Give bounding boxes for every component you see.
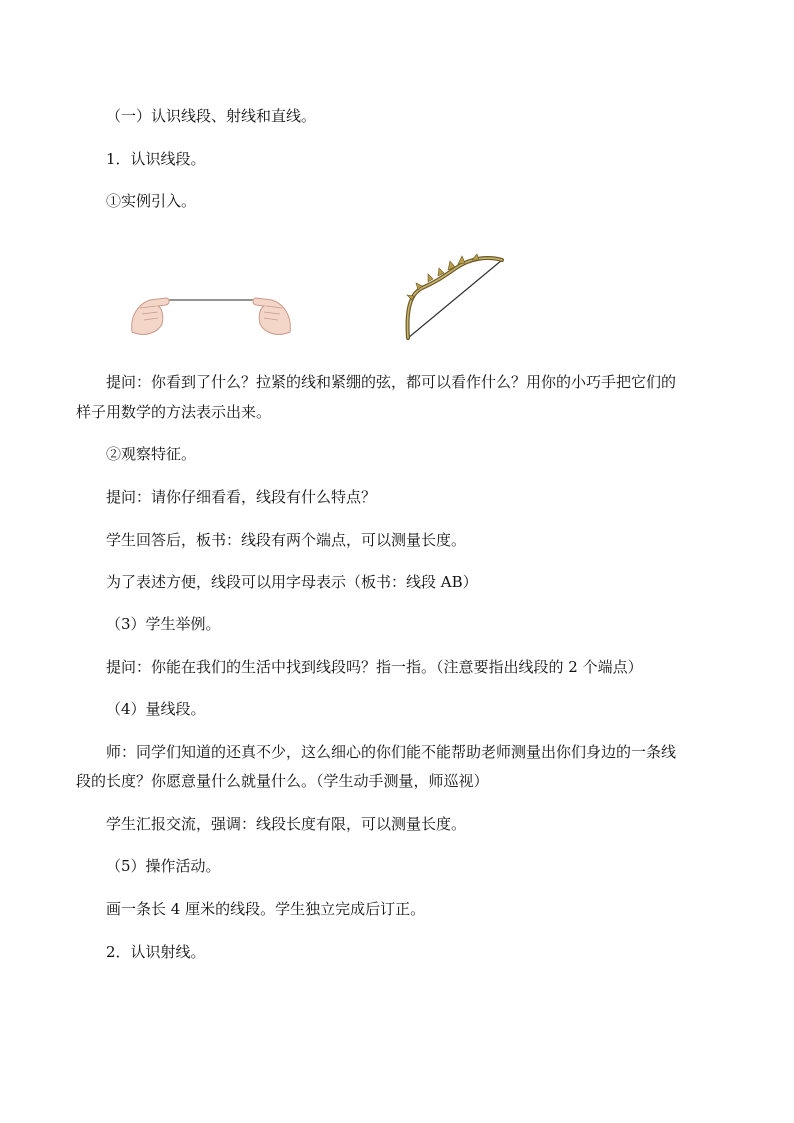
section-heading: （一）认识线段、射线和直线。 <box>106 107 317 125</box>
notation-text: 为了表述方便，线段可以用字母表示（板书：线段 AB） <box>106 573 478 591</box>
subsection-heading: 1．认识线段。 <box>106 150 206 168</box>
step-label: （5）操作活动。 <box>106 857 221 875</box>
question-text: 提问：你能在我们的生活中找到线段吗？指一指。（注意要指出线段的 2 个端点） <box>106 658 643 676</box>
question-text: 提问：你看到了什么？拉紧的线和紧绷的弦，都可以看作什么？用你的小巧手把它们的 <box>106 373 677 391</box>
step-label: ①实例引入。 <box>106 192 197 210</box>
hands-pulling-string-illustration <box>128 286 294 338</box>
left-hand <box>132 298 169 334</box>
example-figures <box>0 240 794 350</box>
bow-with-string-illustration <box>396 248 506 344</box>
step-label: （3）学生举例。 <box>106 615 221 633</box>
answer-text: 学生回答后，板书：线段有两个端点，可以测量长度。 <box>106 531 467 549</box>
question-text-continued: 样子用数学的方法表示出来。 <box>76 403 272 421</box>
step-label: （4）量线段。 <box>106 700 206 718</box>
bow-string <box>408 260 502 338</box>
task-text: 画一条长 4 厘米的线段。学生独立完成后订正。 <box>106 900 426 918</box>
step-label: ②观察特征。 <box>106 445 197 463</box>
summary-text: 学生汇报交流，强调：线段长度有限，可以测量长度。 <box>106 815 467 833</box>
subsection-heading: 2．认识射线。 <box>106 943 206 961</box>
teacher-text: 师：同学们知道的还真不少，这么细心的你们能不能帮助老师测量出你们身边的一条线 <box>106 743 677 761</box>
right-hand <box>253 298 290 334</box>
teacher-text-continued: 段的长度？你愿意量什么就量什么。（学生动手测量，师巡视） <box>76 772 489 790</box>
question-text: 提问：请你仔细看看，线段有什么特点？ <box>106 488 377 506</box>
